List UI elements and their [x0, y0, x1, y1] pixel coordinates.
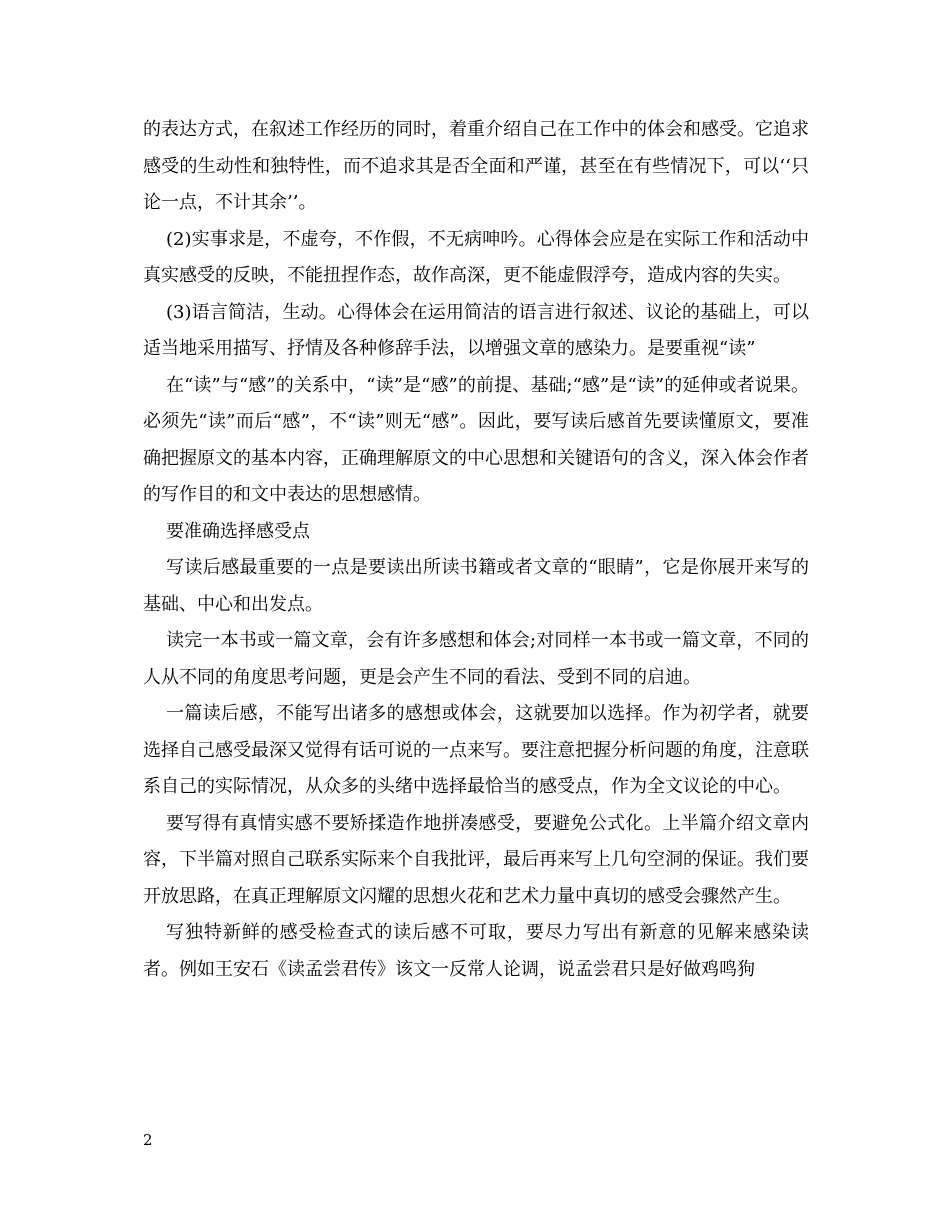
paragraph-7: 读完一本书或一篇文章，会有许多感想和体会;对同样一本书或一篇文章，不同的人从不同的角度思考问题，更是会产生不同的看法、受到不同的启迪。 [143, 630, 809, 688]
document-body [143, 112, 809, 988]
page-number: 2 [143, 1131, 153, 1149]
paragraph-10: 写独特新鲜的感受检查式的读后感不可取，要尽力写出有新意的见解来感染读者。例如王安石《读孟尝君传》该文一反常人论调，说孟尝君只是好做鸡鸣狗 [143, 922, 809, 980]
paragraph-3: (3)语言简洁，生动。心得体会在运用简洁的语言进行叙述、议论的基础上，可以适当地采用描写、抒情及各种修辞手法，以增强文章的感染力。是要重视“读” [143, 301, 809, 359]
paragraph-9: 要写得有真情实感不要矫揉造作地拼凑感受，要避免公式化。上半篇介绍文章内容，下半篇对照自己联系实际来个自我批评，最后再来写上几句空洞的保证。我们要开放思路，在真正理解原文闪耀的思想火花和艺术力量中真切的感受会骤然产生。 [143, 812, 809, 907]
section-heading: 要准确选择感受点 [166, 520, 310, 542]
paragraph-8: 一篇读后感，不能写出诸多的感想或体会，这就要加以选择。作为初学者，就要选择自己感受最深又觉得有话可说的一点来写。要注意把握分析问题的角度，注意联系自己的实际情况，从众多的头绪中选择最恰当的感受点，作为全文议论的中心。 [143, 703, 809, 797]
paragraph-1: 的表达方式，在叙述工作经历的同时，着重介绍自己在工作中的体会和感受。它追求感受的生动性和独特性，而不追求其是否全面和严谨，甚至在有些情况下，可以‘‘只论一点，不计其余’’。 [143, 119, 809, 213]
paragraph-4: 在“读”与“感”的关系中，“读”是“感”的前提、基础;“感”是“读”的延伸或者说果。必须先“读”而后“感”，不“读”则无“感”。因此，要写读后感首先要读懂原文，要准确把握原文的基本内容，正确理解原文的中心思想和关键语句的含义，深入体会作者的写作目的和文中表达的思想感情。 [143, 374, 809, 505]
paragraph-6: 写读后感最重要的一点是要读出所读书籍或者文章的“眼睛”，它是你展开来写的基础、中心和出发点。 [143, 557, 809, 615]
paragraph-2: (2)实事求是，不虚夸，不作假，不无病呻吟。心得体会应是在实际工作和活动中真实感受的反映，不能扭捏作态，故作高深，更不能虚假浮夸，造成内容的失实。 [143, 228, 809, 286]
